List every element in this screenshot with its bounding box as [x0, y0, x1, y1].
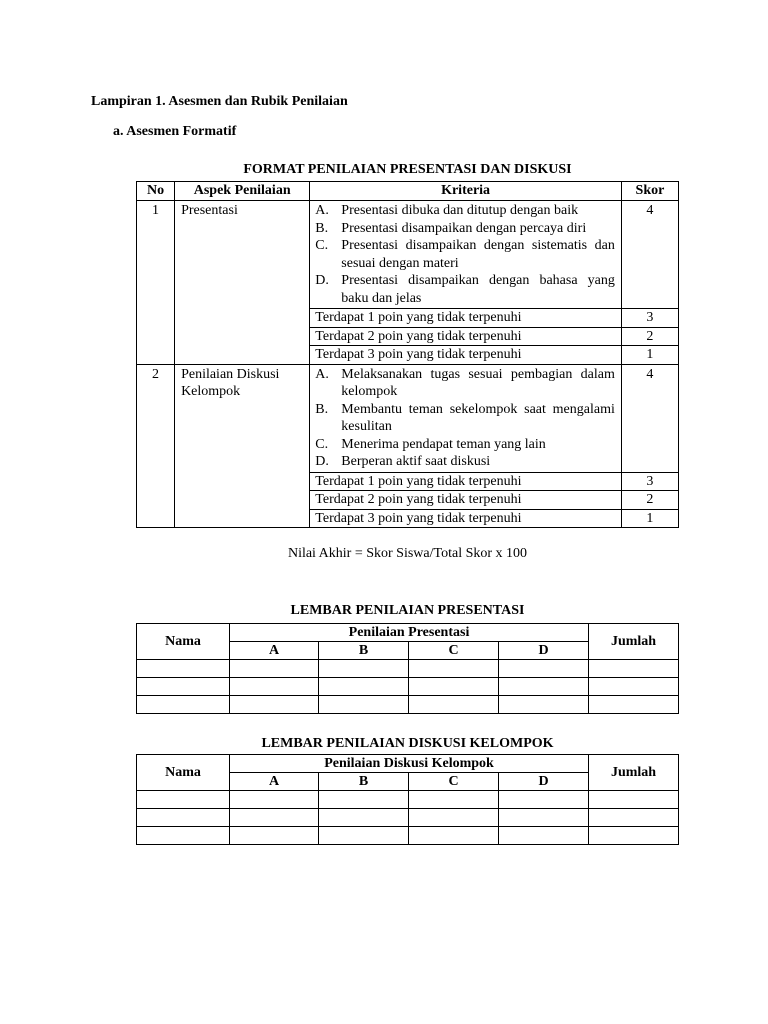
header-jumlah: Jumlah — [589, 755, 679, 791]
table-row — [137, 678, 679, 696]
criteria-item: A. Presentasi dibuka dan ditutup dengan baik — [315, 203, 579, 218]
header-kriteria: Kriteria — [310, 182, 622, 201]
criteria-item: C. Menerima pendapat teman yang lain — [315, 436, 546, 452]
header-aspek: Aspek Penilaian — [175, 182, 310, 201]
header-col-a: A — [230, 642, 319, 660]
appendix-title: Lampiran 1. Asesmen dan Rubik Penilaian — [91, 94, 348, 109]
criteria-list — [315, 202, 615, 307]
sub-score: 2 — [621, 327, 678, 346]
aspect-label: Penilaian Diskusi Kelompok — [175, 364, 310, 528]
sub-score: 2 — [621, 491, 678, 510]
criteria-cell — [310, 201, 622, 309]
sub-score: 3 — [621, 309, 678, 328]
sub-criteria: Terdapat 2 poin yang tidak terpenuhi — [310, 491, 622, 510]
header-col-c: C — [409, 773, 499, 791]
row-number: 1 — [137, 201, 175, 365]
sub-criteria: Terdapat 3 poin yang tidak terpenuhi — [310, 346, 622, 365]
rubric-row — [137, 201, 679, 309]
header-jumlah: Jumlah — [589, 624, 679, 660]
header-col-c: C — [409, 642, 499, 660]
criteria-item: C. Presentasi disampaikan dengan sistematis dan sesuai dengan materi — [315, 238, 615, 271]
max-score: 4 — [621, 364, 678, 472]
sub-criteria: Terdapat 1 poin yang tidak terpenuhi — [310, 472, 622, 491]
rubric-table — [136, 181, 679, 528]
header-no: No — [137, 182, 175, 201]
table-row — [137, 696, 679, 714]
sheet-presentasi-table — [136, 623, 679, 714]
sheet-diskusi-title: LEMBAR PENILAIAN DISKUSI KELOMPOK — [261, 736, 554, 751]
row-number: 2 — [137, 364, 175, 528]
criteria-cell — [310, 364, 622, 472]
header-col-d: D — [499, 773, 589, 791]
sub-criteria: Terdapat 1 poin yang tidak terpenuhi — [310, 309, 622, 328]
sub-score: 3 — [621, 472, 678, 491]
table-row — [137, 791, 679, 809]
sheet-presentasi-title: LEMBAR PENILAIAN PRESENTASI — [290, 603, 525, 618]
criteria-item: B. Presentasi disampaikan dengan percaya diri — [315, 220, 587, 236]
rubric-header-row — [137, 182, 679, 201]
section-heading: a. Asesmen Formatif — [113, 124, 237, 139]
criteria-item: A. Melaksanakan tugas sesuai pembagian dalam kelompok — [315, 366, 615, 399]
header-group: Penilaian Presentasi — [230, 624, 589, 642]
header-col-a: A — [230, 773, 319, 791]
header-col-b: B — [319, 773, 409, 791]
table-row — [137, 660, 679, 678]
sub-score: 1 — [621, 346, 678, 365]
header-nama: Nama — [137, 624, 230, 660]
criteria-item: D. Presentasi disampaikan dengan bahasa yang baku dan jelas — [315, 273, 615, 306]
max-score: 4 — [621, 201, 678, 309]
rubric-row — [137, 364, 679, 472]
aspect-label: Presentasi — [175, 201, 310, 365]
header-skor: Skor — [621, 182, 678, 201]
sub-score: 1 — [621, 509, 678, 528]
rubric-title: FORMAT PENILAIAN PRESENTASI DAN DISKUSI — [243, 162, 572, 177]
header-col-d: D — [499, 642, 589, 660]
header-group: Penilaian Diskusi Kelompok — [230, 755, 589, 773]
sheet-diskusi-table — [136, 754, 679, 845]
criteria-item: B. Membantu teman sekelompok saat mengalami kesulitan — [315, 401, 615, 434]
criteria-item: D. Berperan aktif saat diskusi — [315, 454, 491, 469]
criteria-list — [315, 366, 615, 471]
table-row — [137, 827, 679, 845]
final-score-formula: Nilai Akhir = Skor Siswa/Total Skor x 100 — [287, 546, 528, 561]
sub-criteria: Terdapat 3 poin yang tidak terpenuhi — [310, 509, 622, 528]
sub-criteria: Terdapat 2 poin yang tidak terpenuhi — [310, 327, 622, 346]
table-row — [137, 809, 679, 827]
header-col-b: B — [319, 642, 409, 660]
header-nama: Nama — [137, 755, 230, 791]
